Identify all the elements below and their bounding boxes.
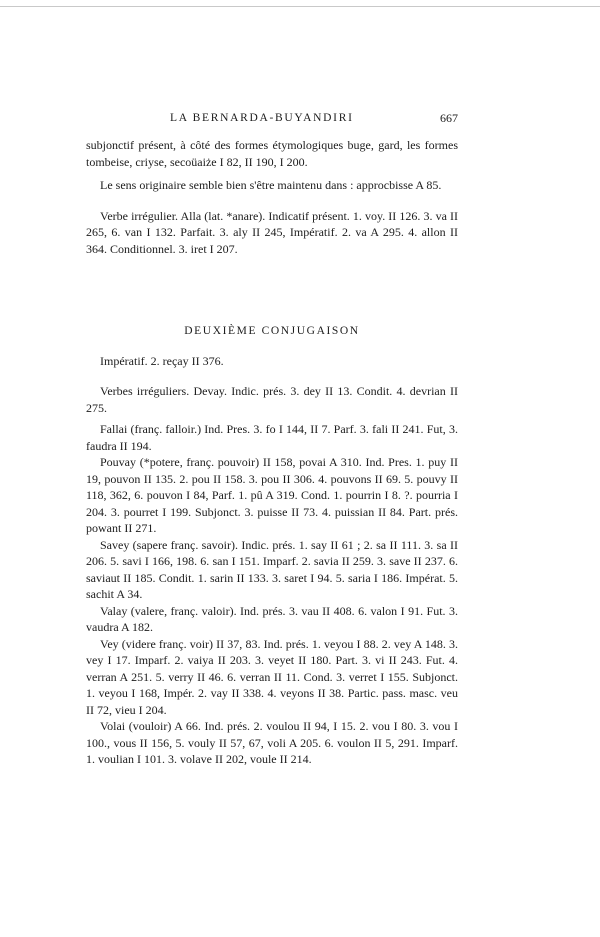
- page-number: 667: [440, 111, 458, 125]
- paragraph-vey: Vey (videre franç. voir) II 37, 83. Ind. prés. 1. veyou I 88. 2. vey A 148. 3. vey I 17. Imparf. 2. vaiya II 203. 3. veyet II 180. Part. 3. vi II 243. Fut. 4. verran A 251. 5. verry II 46. 6. verran II 11. Cond. 3. verret I 155. Subjonct. 1. veyou I 168, Impér. 2. vay II 338. 4. veyons II 38. Partic. pass. masc. veu II 72, vieu I 204.: [86, 636, 458, 717]
- paragraph-pouvay: Pouvay (*potere, franç. pouvoir) II 158, povai A 310. Ind. Pres. 1. puy II 19, pouvon II 135. 2. pou II 158. 3. pou II 306. 4. pouvons II 69. 5. pouvy II 118, 362, 6. pouvon I 84, Parf. 1. pû A 319. Cond. 1. pourrin I 8. ?. pourria I 204. 3. pourret I 199. Subjonct. 3. puisse II 73. 4. puissian II 84. Part. prés. powant II 271.: [86, 455, 458, 535]
- paragraph-verbes-irreguliers-devay: Verbes irréguliers. Devay. Indic. prés. 3. dey II 13. Condit. 4. devrian II 275.: [86, 384, 458, 415]
- paragraph-savey: Savey (sapere franç. savoir). Indic. prés. 1. say II 61 ; 2. sa II 111. 3. sa II 206. 5. savi I 166, 198. 6. san I 151. Imparf. 2. savia II 259. 3. save II 237. 6. saviaut II 185. Condit. 1. sarin II 133. 3. saret I 94. 5. saria I 186. Impérat. 5. sachit A 34.: [86, 537, 458, 601]
- paragraph-imperatif: Impératif. 2. reçay II 376.: [100, 353, 224, 368]
- paragraph-volai: Volai (vouloir) A 66. Ind. prés. 2. voulou II 94, I 15. 2. vou I 80. 3. vou I 100., vous II 156, 5. vouly II 57, 67, voli A 205. 6. voulon II 5, 291. Imparf. 1. voulian I 101. 3. volave II 202, voule II 214.: [86, 719, 458, 766]
- page-header: [86, 112, 458, 132]
- paragraph-sens-originaire: Le sens originaire semble bien s'être maintenu dans : approcbisse A 85.: [100, 178, 442, 192]
- paragraph-valay: Valay (valere, franç. valoir). Ind. prés. 3. vau II 408. 6. valon I 91. Fut. 3. vaudra A 182.: [86, 603, 458, 634]
- page-body: [86, 137, 458, 768]
- paragraph-verbe-irregulier-alla: Verbe irrégulier. Alla (lat. *anare). Indicatif présent. 1. voy. II 126. 3. va II 265, 6. van I 132. Parfait. 3. aly II 245, Impératif. 2. va A 295. 4. allon II 364. Conditionnel. 3. iret I 207.: [86, 208, 458, 256]
- paragraph-subjonctif: subjonctif présent, à côté des formes étymologiques buge, gard, les formes tombeise, criyse, secoüaiże I 82, II 190, I 200.: [86, 138, 458, 169]
- running-title: LA BERNARDA-BUYANDIRI: [170, 112, 354, 124]
- scan-edge-line: [0, 6, 600, 7]
- paragraph-fallai: Fallai (franç. falloir.) Ind. Pres. 3. fo I 144, II 7. Parf. 3. fali II 241. Fut, 3. faudra II 194.: [86, 422, 458, 453]
- section-title-deuxieme-conjugaison: DEUXIÈME CONJUGAISON: [184, 325, 360, 337]
